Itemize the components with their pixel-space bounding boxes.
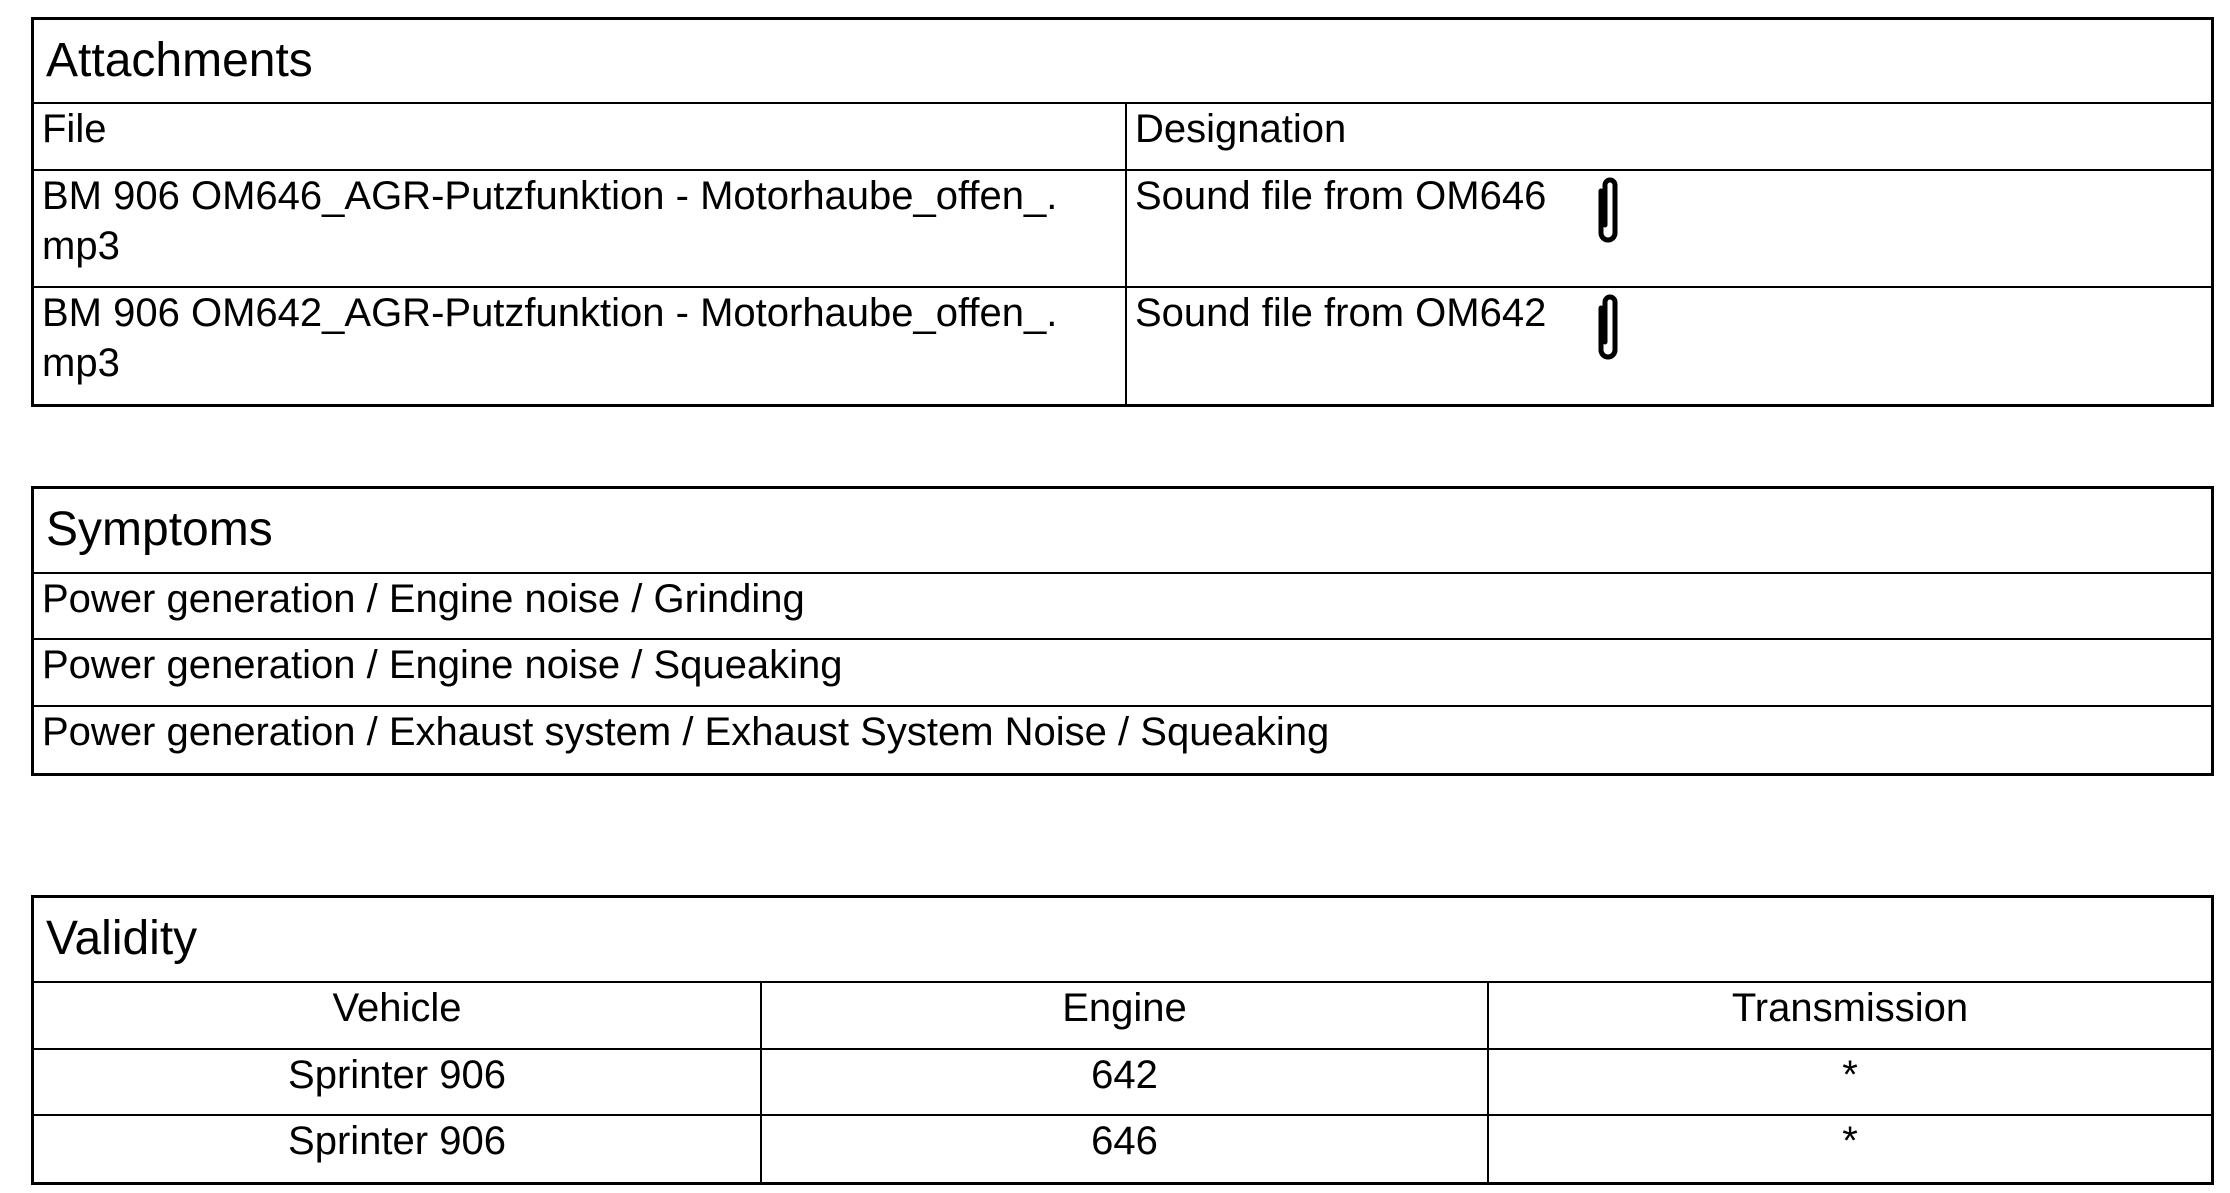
paperclip-icon[interactable] bbox=[1593, 294, 1623, 376]
transmission-cell: * bbox=[1488, 1115, 2211, 1182]
attachments-title: Attachments bbox=[34, 20, 2211, 103]
attachment-file-ext[interactable]: mp3 bbox=[42, 224, 120, 268]
symptom-item: Power generation / Engine noise / Grinding bbox=[34, 573, 2211, 639]
column-header-engine: Engine bbox=[761, 982, 1488, 1049]
symptoms-table bbox=[34, 489, 2211, 773]
symptoms-section bbox=[31, 486, 2214, 776]
attachments-table bbox=[34, 20, 2211, 404]
validity-title: Validity bbox=[34, 898, 2211, 982]
attachment-designation: Sound file from OM642 bbox=[1135, 291, 1547, 335]
table-row bbox=[34, 1049, 2211, 1115]
engine-cell: 642 bbox=[761, 1049, 1488, 1115]
paperclip-icon[interactable] bbox=[1593, 177, 1623, 259]
column-header-transmission: Transmission bbox=[1488, 982, 2211, 1049]
column-header-vehicle: Vehicle bbox=[34, 982, 761, 1049]
symptom-item: Power generation / Engine noise / Squeaking bbox=[34, 639, 2211, 706]
vehicle-cell: Sprinter 906 bbox=[34, 1115, 761, 1182]
column-header-designation: Designation bbox=[1126, 103, 2211, 170]
attachment-row bbox=[34, 170, 2211, 287]
attachment-designation-cell bbox=[1126, 287, 2211, 404]
attachment-designation: Sound file from OM646 bbox=[1135, 174, 1547, 218]
attachments-section bbox=[31, 17, 2214, 407]
validity-table bbox=[34, 898, 2211, 1182]
table-row bbox=[34, 1115, 2211, 1182]
column-header-file: File bbox=[34, 103, 1126, 170]
attachment-file-cell bbox=[34, 170, 1126, 287]
attachment-file-cell bbox=[34, 287, 1126, 404]
attachment-file-name[interactable]: BM 906 OM642_AGR-Putzfunktion - Motorhaube_offen_. bbox=[42, 291, 1058, 335]
attachment-row bbox=[34, 287, 2211, 404]
attachment-file-ext[interactable]: mp3 bbox=[42, 341, 120, 385]
engine-cell: 646 bbox=[761, 1115, 1488, 1182]
symptoms-title: Symptoms bbox=[34, 489, 2211, 573]
attachment-designation-cell bbox=[1126, 170, 2211, 287]
validity-section bbox=[31, 895, 2214, 1185]
attachment-file-name[interactable]: BM 906 OM646_AGR-Putzfunktion - Motorhaube_offen_. bbox=[42, 174, 1058, 218]
transmission-cell: * bbox=[1488, 1049, 2211, 1115]
vehicle-cell: Sprinter 906 bbox=[34, 1049, 761, 1115]
symptom-item: Power generation / Exhaust system / Exhaust System Noise / Squeaking bbox=[34, 706, 2211, 773]
